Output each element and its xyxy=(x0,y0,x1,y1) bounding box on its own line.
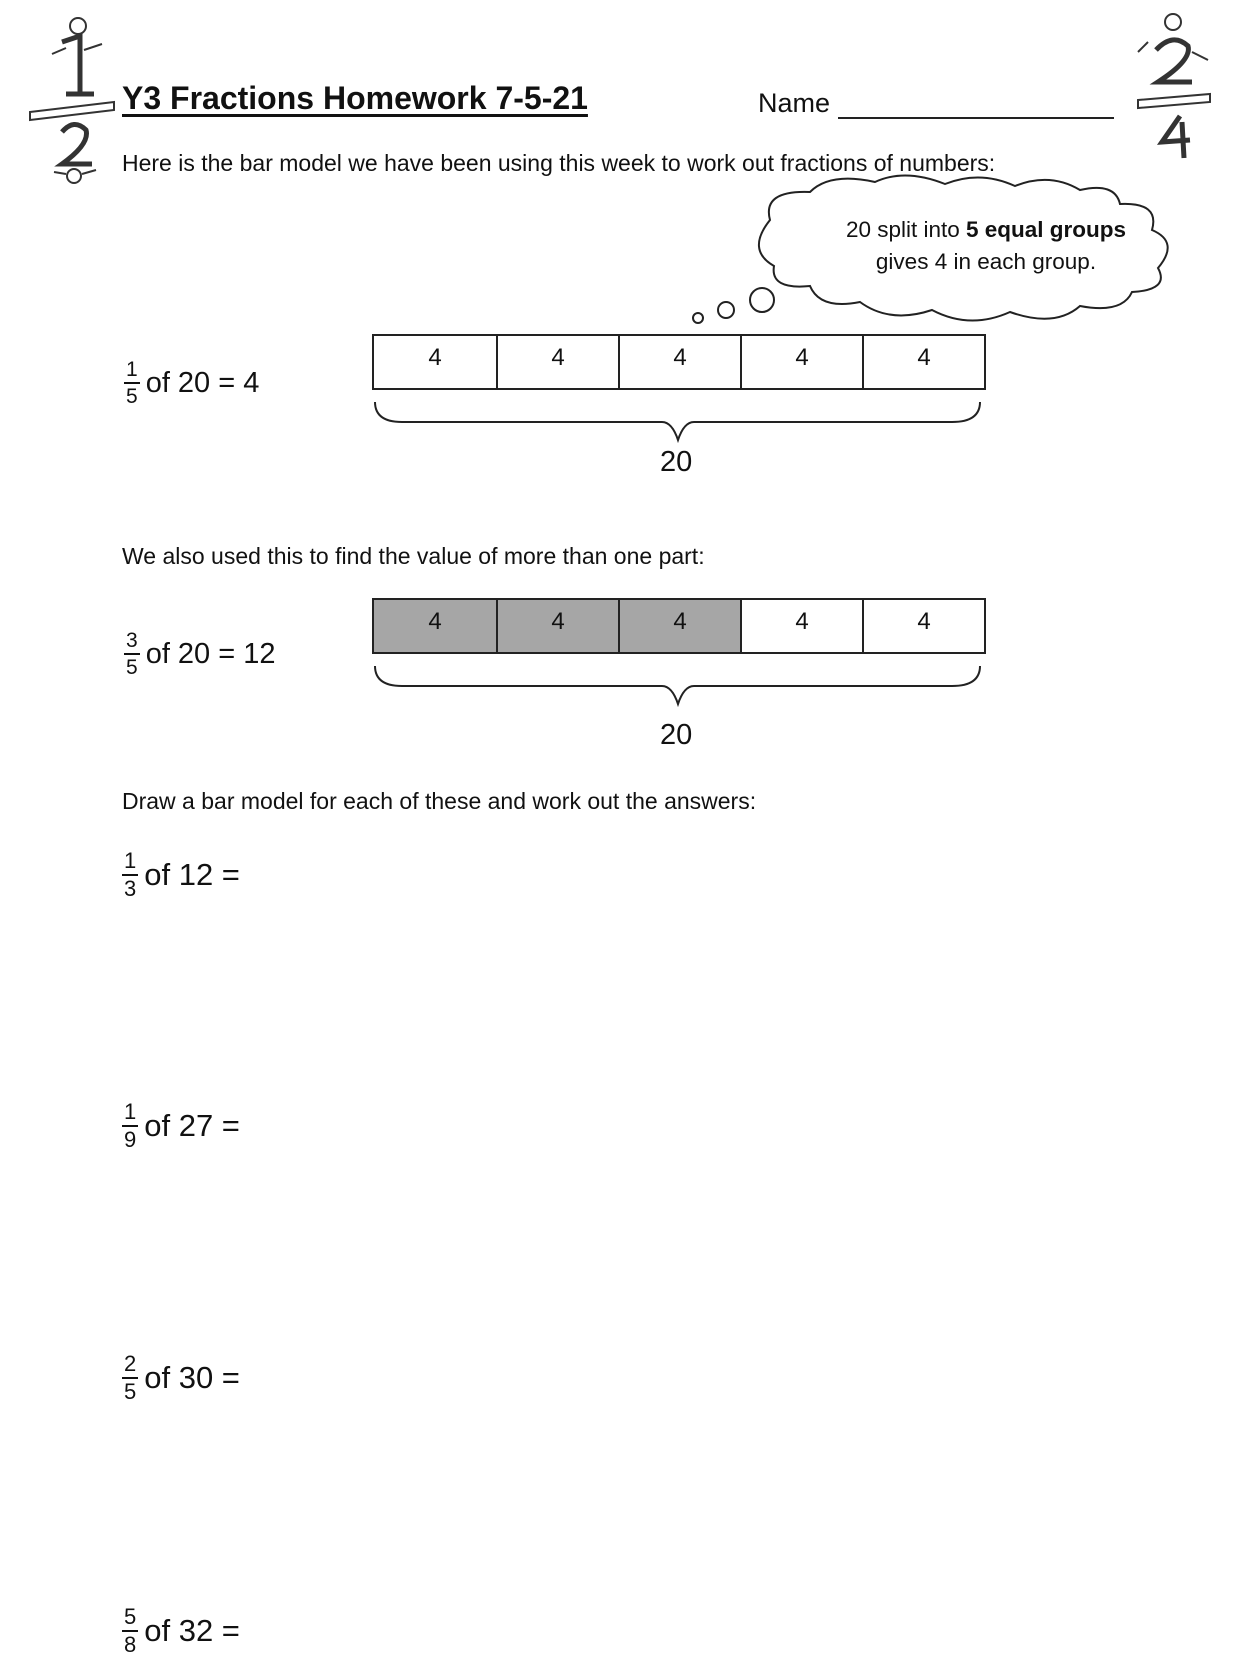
question-1: $\frac{1}{3}$ of 12 = xyxy=(124,848,240,901)
bar-cell: 4 xyxy=(740,600,862,652)
example1-equation: $\frac{1}{5}$ of 20 = 4 xyxy=(126,358,260,408)
example2-fraction: $\frac{3}{5}$ xyxy=(126,629,138,679)
question-4-fraction: $\frac{5}{8}$ xyxy=(124,1604,137,1657)
name-input-line[interactable] xyxy=(838,117,1114,119)
fraction-two-quarters-figure-icon xyxy=(1128,12,1218,162)
question-1-fraction: $\frac{1}{3}$ xyxy=(124,848,137,901)
bar-cell: 4 xyxy=(374,600,496,652)
bar-cell: 4 xyxy=(428,344,442,371)
example1-bar-model xyxy=(372,334,986,390)
example1-fraction: $\frac{1}{5}$ xyxy=(126,358,138,408)
question-4: $\frac{5}{8}$ of 32 = xyxy=(124,1604,240,1657)
question-3: $\frac{2}{5}$ of 30 = xyxy=(124,1351,240,1404)
bar-cell: 4 xyxy=(618,336,740,388)
thought-bubble-text: 20 split into 5 equal groups gives 4 in each group. xyxy=(845,217,1127,274)
example2-brace xyxy=(372,664,984,710)
question-2: $\frac{1}{9}$ of 27 = xyxy=(124,1099,240,1152)
name-label: Name xyxy=(758,88,831,118)
question-2-fraction: $\frac{1}{9}$ xyxy=(124,1099,137,1152)
bar-cell: 4 xyxy=(862,600,984,652)
bar-cell: 4 xyxy=(740,336,862,388)
example2-bar-model xyxy=(372,598,986,654)
bar-cell: 4 xyxy=(496,336,618,388)
example1-brace xyxy=(372,400,984,446)
example1-total: 20 xyxy=(660,446,693,478)
question-3-fraction: $\frac{2}{5}$ xyxy=(124,1351,137,1404)
bar-cell: 4 xyxy=(618,600,740,652)
instruction-text: Draw a bar model for each of these and work out the answers: xyxy=(122,788,757,814)
bar-cell: 4 xyxy=(496,600,618,652)
intro-text: Here is the bar model we have been using this week to work out fractions of numbers: xyxy=(122,150,996,176)
fraction-one-half-figure-icon xyxy=(22,14,122,184)
bar-cell: 4 xyxy=(862,336,984,388)
also-text: We also used this to find the value of more than one part: xyxy=(122,543,705,569)
page-title: Y3 Fractions Homework 7-5-21 xyxy=(122,80,588,116)
example2-total: 20 xyxy=(660,719,693,751)
example2-equation: $\frac{3}{5}$ of 20 = 12 xyxy=(126,629,276,679)
